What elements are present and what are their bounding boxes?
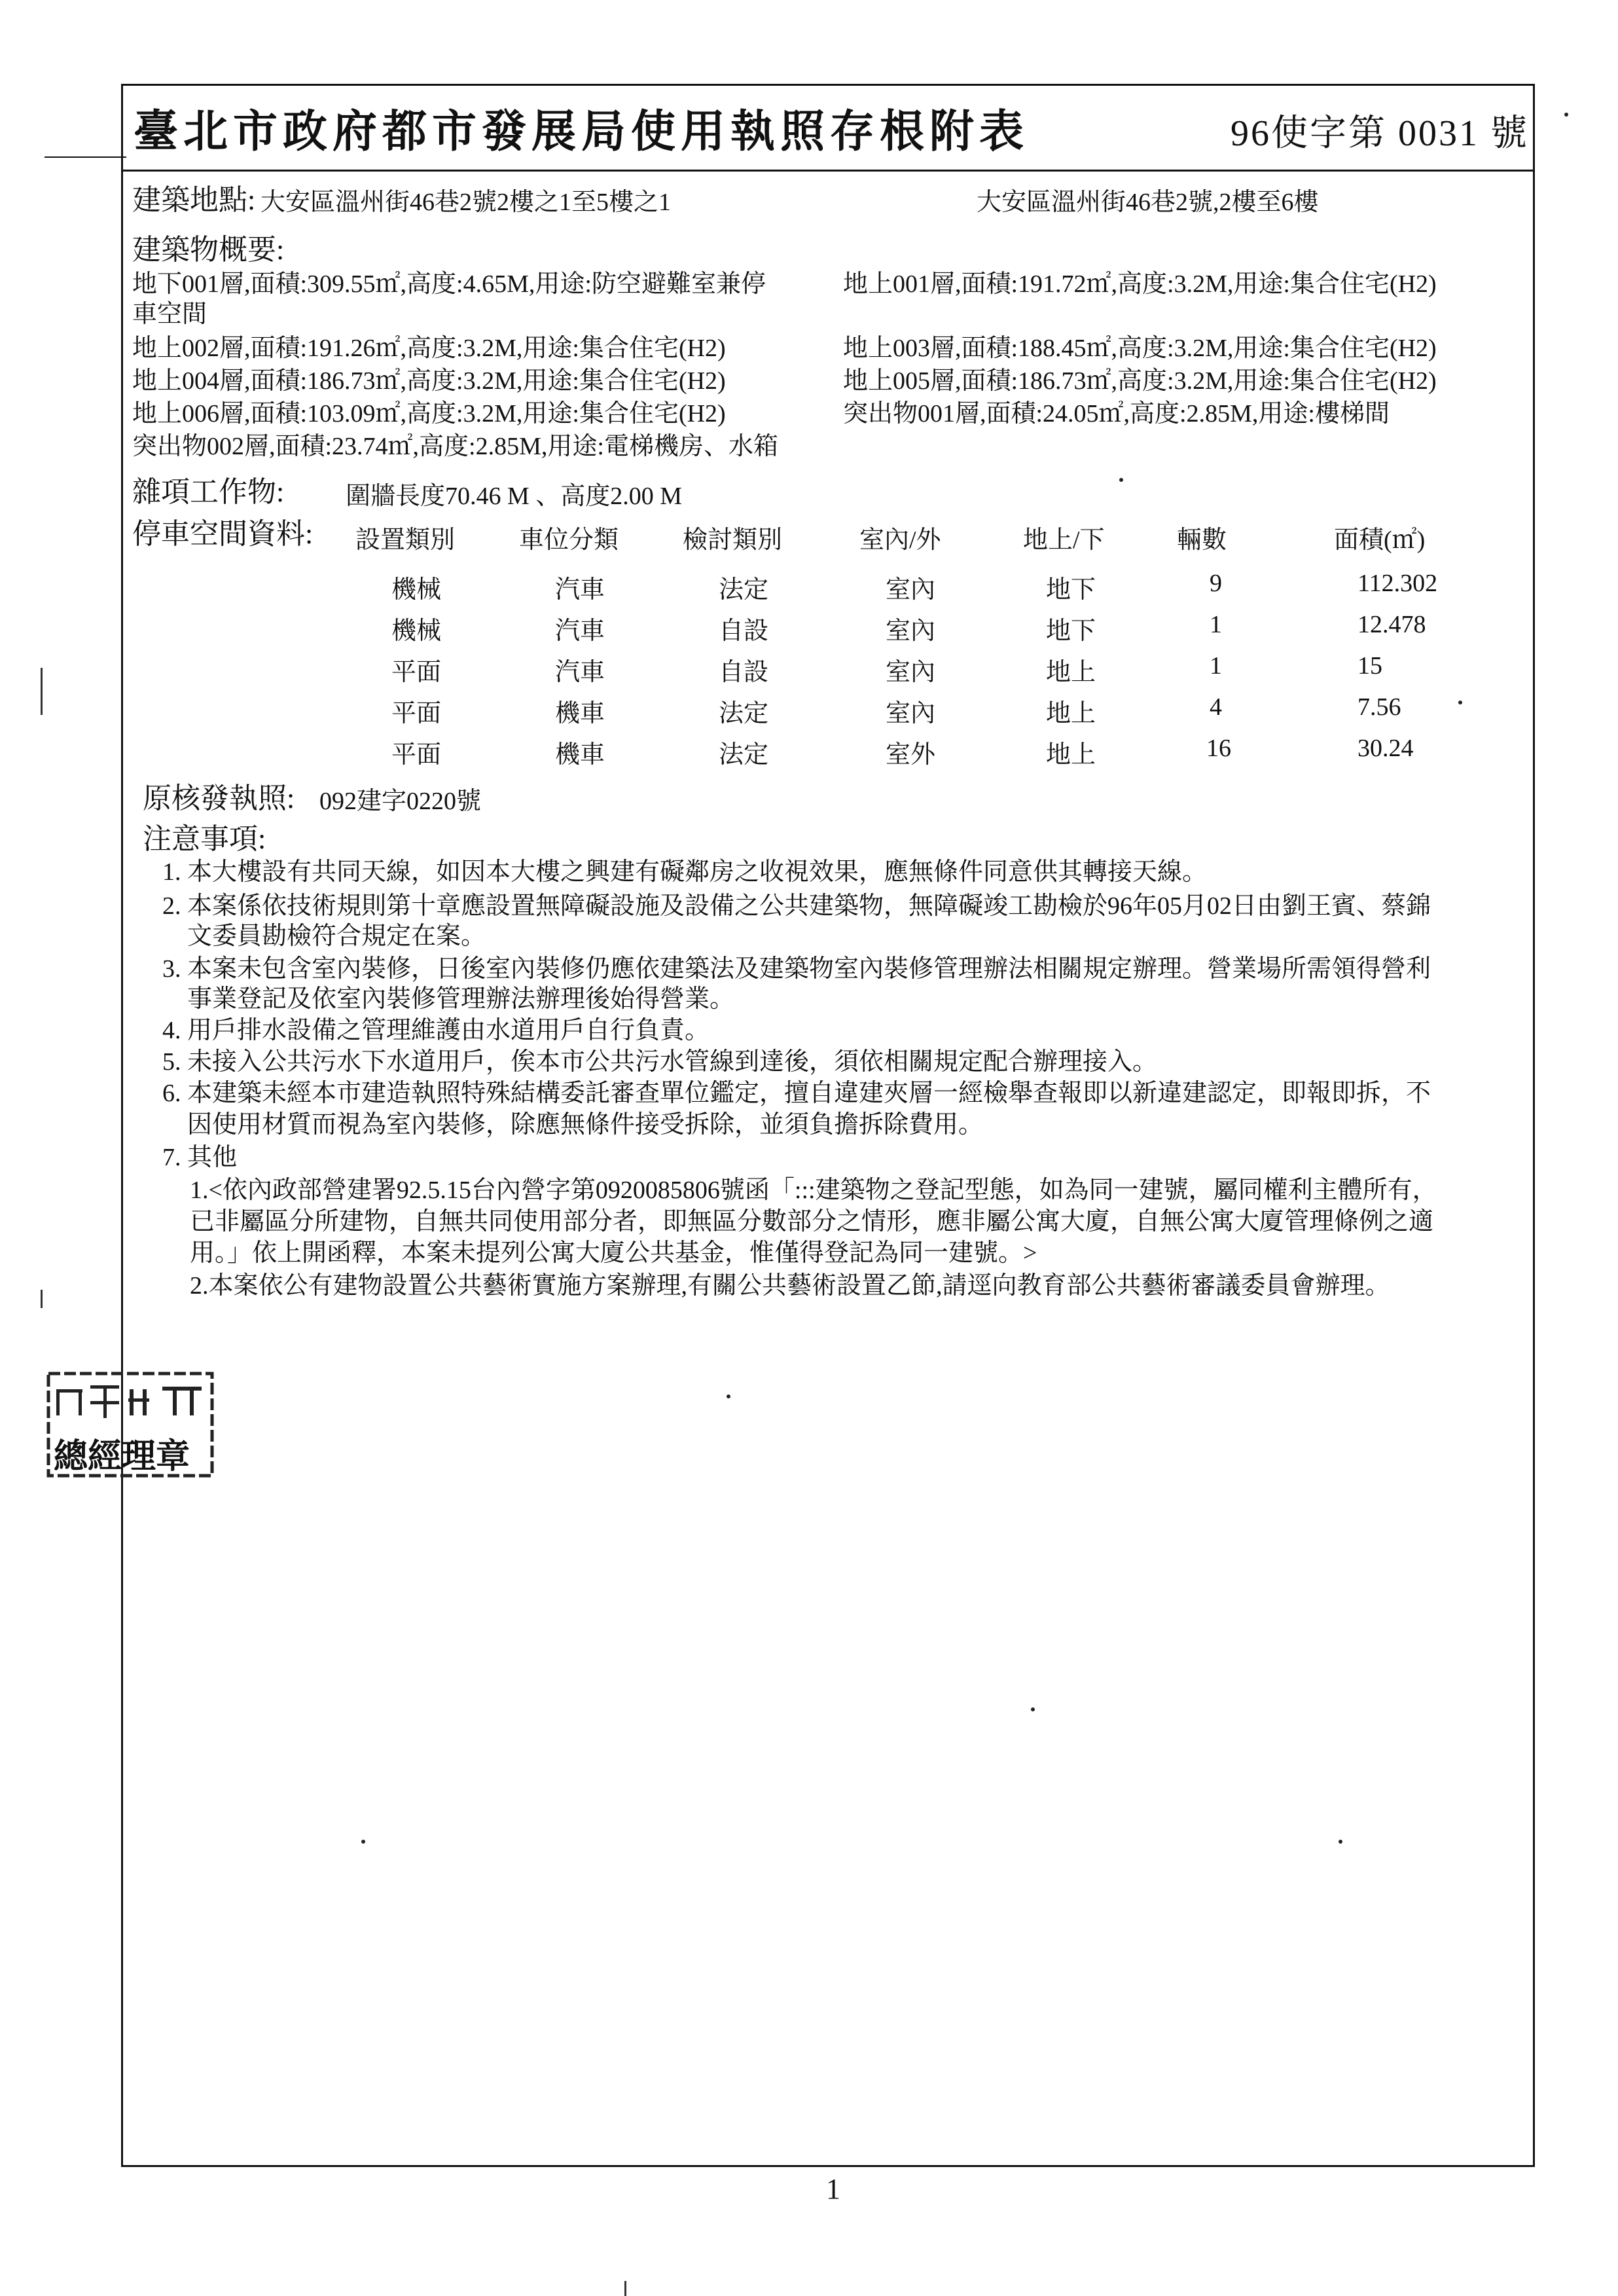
table-cell: 室內 (886, 659, 936, 686)
note-line: 文委員勘檢符合規定在案。 (187, 922, 486, 950)
table-cell: 法定 (719, 741, 769, 769)
table-cell: 16 (1206, 735, 1231, 762)
floor-line: 地上003層,面積:188.45㎡,高度:3.2M,用途:集合住宅(H2) (843, 335, 1437, 362)
note-line: 用。」依上開函釋，本案未提列公寓大廈公共基金，惟僅得登記為同一建號。> (190, 1239, 1037, 1267)
table-cell: 平面 (391, 659, 442, 686)
parking-header: 車位分類 (519, 526, 619, 554)
note-line: 5. 未接入公共污水下水道用戶，俟本市公共污水管線到達後，須依相關規定配合辦理接入。 (162, 1048, 1158, 1076)
floor-line: 地上006層,面積:103.09㎡,高度:3.2M,用途:集合住宅(H2) (132, 400, 726, 428)
table-cell: 機械 (391, 576, 442, 604)
site-label: 建築地點: (132, 184, 256, 216)
table-cell: 平面 (391, 741, 442, 769)
note-line: 3. 本案未包含室內裝修，日後室內裝修仍應依建築法及建築物室內裝修管理辦法相關規定辦理。營業場所需領得營利 (162, 955, 1431, 983)
table-cell: 機車 (555, 741, 605, 769)
table-cell: 機械 (391, 617, 442, 645)
table-cell: 汽車 (555, 617, 605, 645)
floor-line: 地上004層,面積:186.73㎡,高度:3.2M,用途:集合住宅(H2) (132, 367, 726, 395)
permit-number: 96使字第 0031 號 (1231, 113, 1529, 154)
parking-label: 停車空間資料: (132, 518, 314, 550)
floor-line: 地上002層,面積:191.26㎡,高度:3.2M,用途:集合住宅(H2) (132, 335, 726, 362)
floor-line: 車空間 (132, 301, 207, 328)
note-line: 因使用材質而視為室內裝修，除應無條件接受拆除，並須負擔拆除費用。 (187, 1111, 984, 1139)
note-line: 事業登記及依室內裝修管理辦法辦理後始得營業。 (187, 985, 735, 1013)
floor-line: 突出物001層,面積:24.05㎡,高度:2.85M,用途:樓梯間 (843, 400, 1390, 428)
table-cell: 9 (1210, 570, 1222, 597)
parking-header: 輛數 (1177, 526, 1227, 554)
scan-speck (727, 1394, 730, 1398)
table-cell: 地下 (1046, 617, 1096, 645)
table-cell: 汽車 (555, 576, 605, 604)
title-underline-mark (45, 156, 126, 158)
table-cell: 室內 (886, 576, 936, 604)
table-cell: 15 (1357, 652, 1382, 680)
stamp-seal (45, 1370, 219, 1481)
note-line: 2.本案依公有建物設置公共藝術實施方案辦理,有關公共藝術設置乙節,請逕向教育部公共藝術審議委員會辦理。 (190, 1272, 1390, 1300)
table-cell: 汽車 (555, 659, 605, 686)
table-cell: 自設 (719, 617, 769, 645)
note-line: 7. 其他 (162, 1144, 238, 1171)
page-number: 1 (826, 2173, 840, 2205)
scan-speck (1458, 701, 1462, 704)
table-cell: 室內 (886, 617, 936, 645)
table-cell: 地上 (1046, 700, 1096, 727)
note-line: 1. 本大樓設有共同天線，如因本大樓之興建有礙鄰房之收視效果，應無條件同意供其轉接天線。 (162, 858, 1208, 886)
table-cell: 地上 (1046, 741, 1096, 769)
note-line: 4. 用戶排水設備之管理維護由水道用戶自行負責。 (162, 1017, 710, 1044)
parking-header: 地上/下 (1023, 526, 1105, 554)
table-cell: 室外 (886, 741, 936, 769)
table-cell: 112.302 (1357, 570, 1438, 597)
note-line: 2. 本案係依技術規則第十章應設置無障礙設施及設備之公共建築物，無障礙竣工勘檢於96年05月02日由劉王賓、蔡錦 (162, 892, 1431, 920)
parking-header: 設置類別 (355, 526, 456, 554)
floor-line: 地下001層,面積:309.55㎡,高度:4.65M,用途:防空避難室兼停 (132, 270, 766, 298)
scan-mark (41, 1290, 43, 1308)
scan-speck (361, 1840, 365, 1844)
notes-label: 注意事項: (143, 823, 266, 855)
site-address-1: 大安區溫州街46巷2號2樓之1至5樓之1 (261, 189, 672, 216)
floor-line: 地上001層,面積:191.72㎡,高度:3.2M,用途:集合住宅(H2) (843, 270, 1437, 298)
original-permit-label: 原核發執照: (143, 782, 295, 814)
table-cell: 1 (1210, 652, 1222, 680)
overview-label: 建築物概要: (132, 234, 285, 266)
scan-speck (1119, 478, 1123, 482)
table-cell: 地上 (1046, 659, 1096, 686)
note-line: 已非屬區分所建物，自無共同使用部分者，即無區分數部分之情形，應非屬公寓大廈，自無公寓大廈管理條例之適 (190, 1208, 1434, 1235)
scan-mark (41, 668, 43, 715)
document-frame (121, 84, 1535, 2167)
scan-speck (1564, 113, 1568, 117)
floor-line: 地上005層,面積:186.73㎡,高度:3.2M,用途:集合住宅(H2) (843, 367, 1437, 395)
table-cell: 7.56 (1357, 693, 1401, 721)
misc-value: 圍牆長度70.46 M 、高度2.00 M (346, 483, 683, 510)
table-cell: 法定 (719, 576, 769, 604)
parking-header: 檢討類別 (683, 526, 783, 554)
table-cell: 自設 (719, 659, 769, 686)
table-cell: 機車 (555, 700, 605, 727)
parking-header: 室內/外 (859, 526, 941, 554)
title-row (123, 86, 1533, 172)
page-title: 臺北市政府都市發展局使用執照存根附表 (134, 107, 1030, 156)
table-cell: 地下 (1046, 576, 1096, 604)
scan-mark (624, 2281, 626, 2296)
table-cell: 室內 (886, 700, 936, 727)
svg-text:總經理章: 總經理章 (54, 1436, 190, 1476)
table-cell: 1 (1210, 611, 1222, 638)
table-cell: 法定 (719, 700, 769, 727)
site-address-2: 大安區溫州街46巷2號,2樓至6樓 (977, 189, 1319, 216)
floor-line: 突出物002層,面積:23.74㎡,高度:2.85M,用途:電梯機房、水箱 (132, 433, 778, 460)
table-cell: 平面 (391, 700, 442, 727)
table-cell: 4 (1210, 693, 1222, 721)
table-cell: 30.24 (1357, 735, 1414, 762)
table-cell: 12.478 (1357, 611, 1426, 638)
scan-speck (1339, 1840, 1342, 1844)
note-line: 6. 本建築未經本市建造執照特殊結構委託審查單位鑑定，擅自違建夾層一經檢舉查報即以新違建認定，即報即拆，不 (162, 1080, 1431, 1107)
scan-speck (1031, 1707, 1035, 1711)
misc-label: 雜項工作物: (132, 476, 285, 508)
original-permit-value: 092建字0220號 (319, 788, 482, 815)
note-line: 1.<依內政部營建署92.5.15台內營字第0920085806號函「:::建築物之登記型態，如為同一建號，屬同權利主體所有， (190, 1176, 1437, 1204)
parking-header: 面積(㎡) (1334, 526, 1426, 554)
